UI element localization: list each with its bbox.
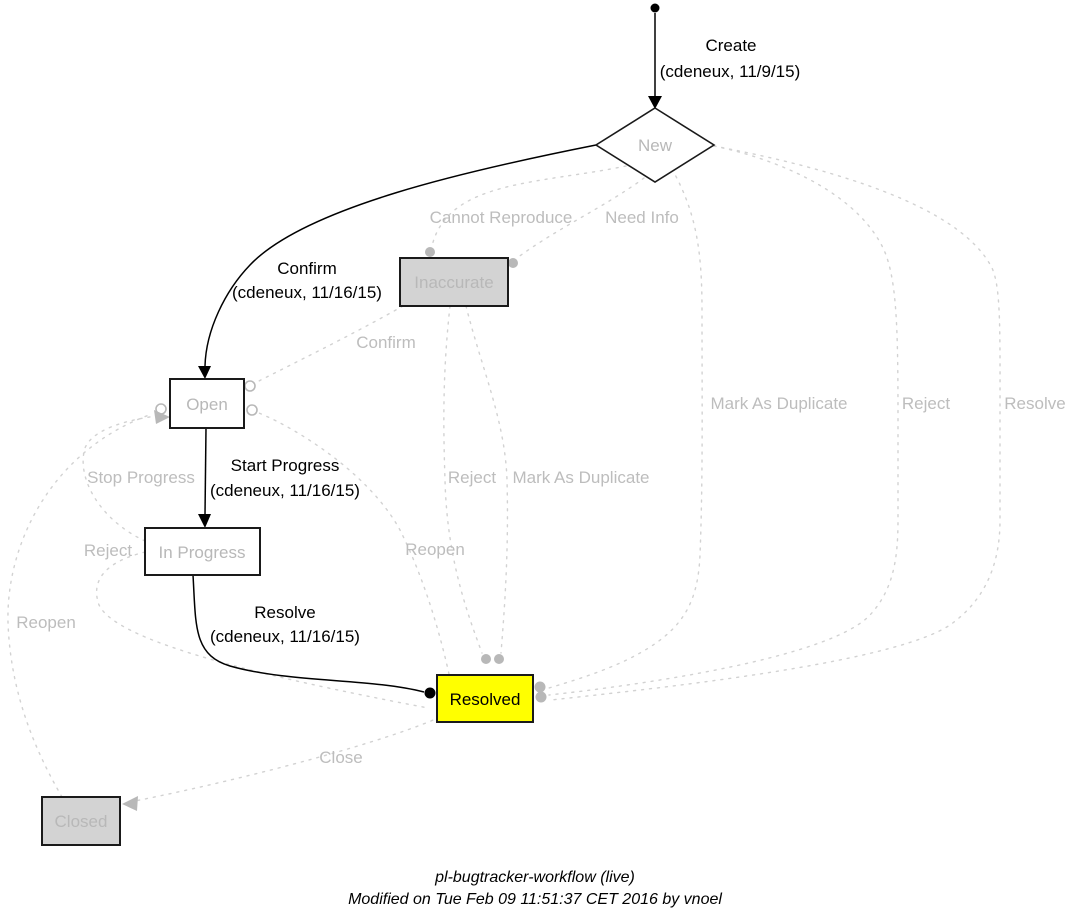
transition-reopen-from-resolved-label[interactable]: Reopen: [405, 540, 465, 559]
arrow-dot-inaccurate-right: [508, 258, 518, 268]
transition-close-label[interactable]: Close: [319, 748, 363, 767]
arrow-triangle-new-top: [648, 96, 662, 109]
state-closed[interactable]: [42, 797, 120, 845]
initial-state-dot: [651, 4, 660, 13]
state-resolved[interactable]: [437, 675, 533, 722]
arrow-triangle-in-progress-top: [198, 514, 211, 528]
transition-stop-progress-label[interactable]: Stop Progress: [87, 468, 195, 487]
edge-reject-from-new: [549, 146, 898, 695]
transition-mark-as-duplicate-from-inaccurate-label[interactable]: Mark As Duplicate: [512, 468, 650, 487]
transition-confirm-from-new-label[interactable]: Confirm: [277, 259, 337, 278]
transition-confirm-from-new-meta: (cdeneux, 11/16/15): [232, 283, 382, 302]
transition-resolve-from-in-progress-meta: (cdeneux, 11/16/15): [210, 627, 360, 646]
state-in-progress[interactable]: [145, 528, 260, 575]
state-inaccurate[interactable]: [400, 258, 508, 306]
transition-reopen-from-closed-label[interactable]: Reopen: [16, 613, 76, 632]
caption-modified: Modified on Tue Feb 09 11:51:37 CET 2016 by vnoel: [348, 891, 722, 908]
arrow-dot-resolved-right-b: [536, 692, 547, 703]
edge-mark-as-duplicate-from-new: [549, 169, 702, 688]
edge-resolve-from-new: [551, 146, 1000, 700]
caption: [348, 869, 722, 908]
arrow-dot-inaccurate-top: [425, 247, 435, 257]
active-transition-labels: [210, 36, 800, 646]
arrow-odot-open-right-bottom: [247, 405, 257, 415]
state-inaccurate-label: Inaccurate: [414, 273, 494, 292]
transition-mark-as-duplicate-from-new-label[interactable]: Mark As Duplicate: [710, 394, 848, 413]
active-edges: [193, 4, 662, 699]
transition-reject-from-inaccurate-label[interactable]: Reject: [447, 468, 497, 487]
arrow-triangle-closed-right: [122, 796, 138, 811]
caption-title: pl-bugtracker-workflow (live): [435, 869, 635, 886]
state-new[interactable]: [596, 108, 714, 182]
edge-start-progress: [205, 428, 206, 515]
edge-close: [135, 717, 440, 801]
transition-reject-from-new-label[interactable]: Reject: [901, 394, 951, 413]
arrow-odot-open-right-top: [245, 381, 255, 391]
transition-cannot-reproduce-label[interactable]: Cannot Reproduce: [429, 208, 573, 227]
state-in-progress-label: In Progress: [158, 543, 246, 562]
state-open-label: Open: [186, 395, 228, 414]
transition-resolve-from-in-progress-label[interactable]: Resolve: [254, 603, 316, 622]
transition-start-progress-label[interactable]: Start Progress: [230, 456, 340, 475]
transition-reject-from-in-progress-label[interactable]: Reject: [83, 541, 133, 560]
arrow-triangle-open-top: [198, 366, 211, 379]
arrow-dot-resolved-top-right: [494, 654, 504, 664]
state-open[interactable]: [170, 379, 244, 428]
edge-cannot-reproduce: [429, 166, 626, 246]
arrow-dot-resolved-top-left: [481, 654, 491, 664]
state-new-label: New: [637, 136, 673, 155]
transition-start-progress-meta: (cdeneux, 11/16/15): [210, 481, 360, 500]
transition-need-info-label[interactable]: Need Info: [605, 208, 679, 227]
transition-create-meta: (cdeneux, 11/9/15): [659, 62, 801, 81]
transition-confirm-from-inaccurate-label[interactable]: Confirm: [356, 333, 416, 352]
state-closed-label: Closed: [54, 812, 108, 831]
transition-create-label[interactable]: Create: [705, 36, 757, 55]
arrow-dot-resolved-left: [425, 688, 436, 699]
state-resolved-label: Resolved: [449, 690, 521, 709]
arrow-dot-resolved-right-a: [535, 682, 546, 693]
transition-resolve-from-new-label[interactable]: Resolve: [1004, 394, 1066, 413]
